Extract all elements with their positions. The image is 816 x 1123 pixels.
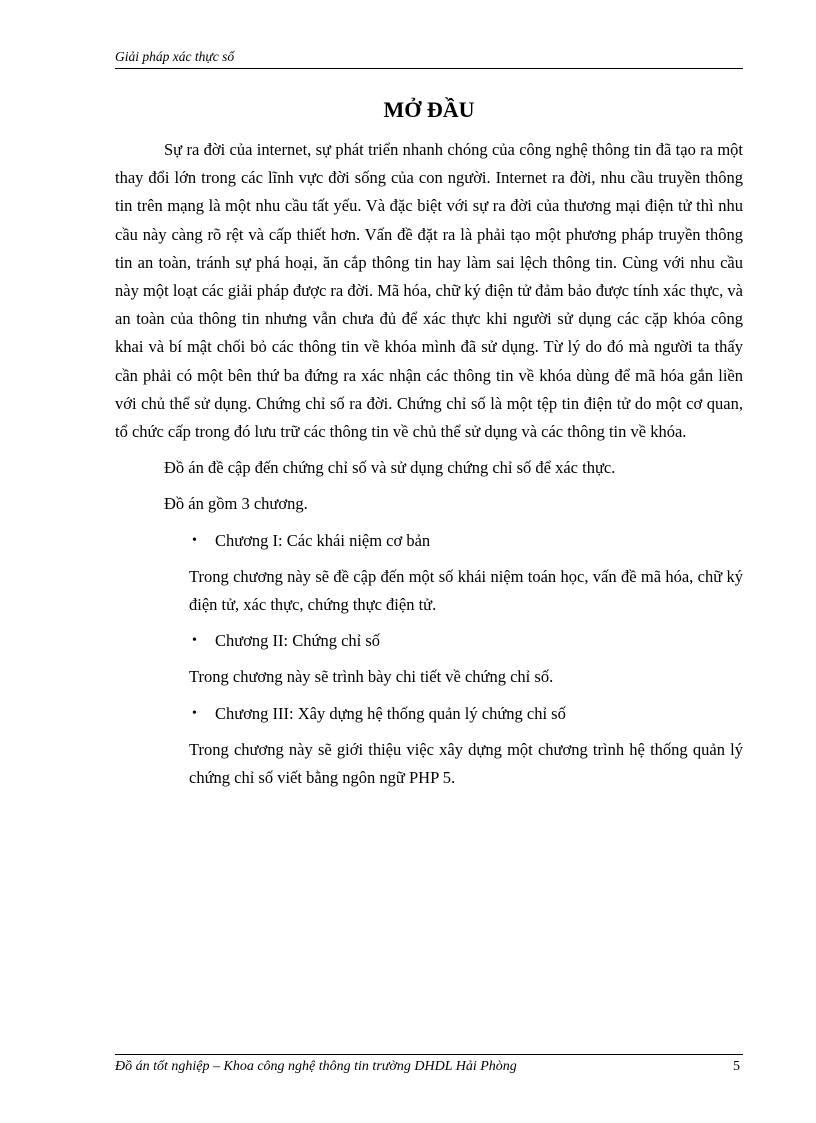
chapter-2-bullet-item [115,627,743,655]
bullet-icon: • [192,633,197,649]
footer-divider [115,1054,743,1055]
bullet-icon: • [192,705,197,721]
chapter-1-description: Trong chương này sẽ đề cập đến một số khái niệm toán học, vấn đề mã hóa, chữ ký điện tử, xác thực, chứng thực điện tử. [189,566,743,615]
scope-line: Đồ án đề cập đến chứng chỉ số và sử dụng chứng chỉ số để xác thực. [164,458,616,478]
bullet-icon: • [192,532,197,548]
page-title: MỞ ĐẦU [383,97,475,122]
page-footer: Đồ án tốt nghiệp – Khoa công nghệ thông tin trường DHDL Hải Phòng [115,1059,517,1074]
page-number: 5 [733,1059,740,1074]
chapters-intro: Đồ án gồm 3 chương. [164,494,308,514]
document-body [115,136,743,792]
chapter-2-description: Trong chương này sẽ trình bày chi tiết về chứng chỉ số. [189,667,554,687]
intro-paragraph: Sự ra đời của internet, sự phát triển nhanh chóng của công nghệ thông tin đã tạo ra một thay đổi lớn trong các lĩnh vực đời sống của con người. Internet ra đời, nhu cầu truyền thông tin trên mạng là một nhu cầu tất yếu. Và đặc biệt với sự ra đời của thương mại điện tử thì nhu cầu này càng rõ rệt và cấp thiết hơn. Vấn đề đặt ra là phải tạo một phương pháp truyền thông tin an toàn, tránh sự phá hoại, ăn cắp thông tin hay làm sai lệch thông tin. Cùng với nhu cầu này một loạt các giải pháp được ra đời. Mã hóa, chữ ký điện tử đảm bảo được tính xác thực, và an toàn của thông tin nhưng vẫn chưa đủ để xác thực khi người sử dụng các cặp khóa công khai và bí mật chối bỏ các thông tin về khóa mình đã sử dụng. Từ lý do đó mà người ta thấy cần phải có một bên thứ ba đứng ra xác nhận các thông tin về khóa dùng để mã hóa gắn liền với chủ thể sử dụng. Chứng chỉ số ra đời. Chứng chỉ số là một tệp tin điện tử do một cơ quan, tổ chức cấp trong đó lưu trữ các thông tin về chủ thể sử dụng và các thông tin về khóa. [115,140,743,442]
chapter-1-title: Chương I: Các khái niệm cơ bản [215,530,431,550]
chapter-3-title: Chương III: Xây dựng hệ thống quản lý chứng chỉ số [215,703,566,723]
chapter-2-title: Chương II: Chứng chỉ số [215,631,381,651]
page-header: Giải pháp xác thực số [115,48,743,69]
chapter-3-description: Trong chương này sẽ giới thiệu việc xây dựng một chương trình hệ thống quản lý chứng chỉ số viết bằng ngôn ngữ PHP 5. [189,739,743,788]
chapter-3-bullet-item [115,700,743,728]
chapter-1-bullet-item [115,527,743,555]
